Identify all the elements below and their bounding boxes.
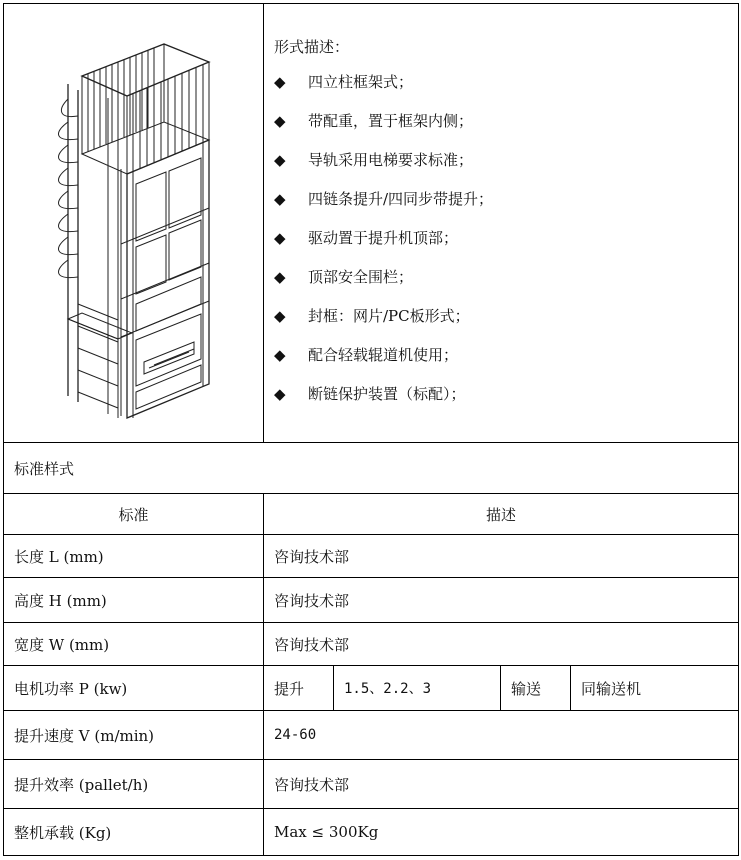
spec-table <box>3 3 739 856</box>
row-value-height: 咨询技术部 <box>264 578 739 623</box>
power-lift-label: 提升 <box>264 666 334 711</box>
diamond-bullet-icon: ◆ <box>274 346 286 364</box>
list-item: ◆ 带配重，置于框架内侧； <box>274 112 474 130</box>
diamond-bullet-icon: ◆ <box>274 190 286 208</box>
row-label-speed: 提升速度 V (m/min) <box>4 711 264 760</box>
lift-machine-drawing-icon <box>4 4 262 442</box>
power-convey-label: 输送 <box>501 666 571 711</box>
row-label-load: 整机承载 (Kg) <box>4 809 264 856</box>
diamond-bullet-icon: ◆ <box>274 151 286 169</box>
features-title: 形式描述： <box>274 38 350 56</box>
diamond-bullet-icon: ◆ <box>274 73 286 91</box>
table-row <box>4 666 739 711</box>
list-item: ◆ 配合轻载辊道机使用； <box>274 346 459 364</box>
row-label-height: 高度 H (mm) <box>4 578 264 623</box>
row-value-length: 咨询技术部 <box>264 535 739 578</box>
table-row <box>4 578 739 623</box>
diamond-bullet-icon: ◆ <box>274 268 286 286</box>
table-row <box>4 535 739 578</box>
row-label-efficiency: 提升效率 (pallet/h) <box>4 760 264 809</box>
column-header-standard: 标准 <box>4 494 264 535</box>
row-value-speed: 24-60 <box>264 711 739 760</box>
features-list <box>274 73 728 424</box>
table-row <box>4 760 739 809</box>
diamond-bullet-icon: ◆ <box>274 229 286 247</box>
illustration-cell <box>4 4 264 443</box>
list-item: ◆ 四链条提升/四同步带提升； <box>274 190 494 208</box>
section-title: 标准样式 <box>4 443 739 494</box>
table-row <box>4 711 739 760</box>
row-label-width: 宽度 W (mm) <box>4 623 264 666</box>
table-row <box>4 809 739 856</box>
table-header-row <box>4 494 739 535</box>
row-value-width: 咨询技术部 <box>264 623 739 666</box>
list-item: ◆ 封框：网片/PC板形式； <box>274 307 470 325</box>
list-item: ◆ 导轨采用电梯要求标准； <box>274 151 474 169</box>
diamond-bullet-icon: ◆ <box>274 112 286 130</box>
column-header-description: 描述 <box>264 494 739 535</box>
list-item: ◆ 驱动置于提升机顶部； <box>274 229 459 247</box>
row-label-power: 电机功率 P (kw) <box>4 666 264 711</box>
list-item: ◆ 顶部安全围栏； <box>274 268 414 286</box>
power-convey-value: 同输送机 <box>571 666 739 711</box>
diamond-bullet-icon: ◆ <box>274 307 286 325</box>
row-label-length: 长度 L (mm) <box>4 535 264 578</box>
power-lift-value: 1.5、2.2、3 <box>334 666 501 711</box>
diamond-bullet-icon: ◆ <box>274 385 286 403</box>
row-value-load: Max ≤ 300Kg <box>264 809 739 856</box>
features-cell <box>264 4 739 443</box>
table-row <box>4 623 739 666</box>
list-item: ◆ 四立柱框架式； <box>274 73 414 91</box>
row-value-efficiency: 咨询技术部 <box>264 760 739 809</box>
list-item: ◆ 断链保护装置（标配）； <box>274 385 466 403</box>
